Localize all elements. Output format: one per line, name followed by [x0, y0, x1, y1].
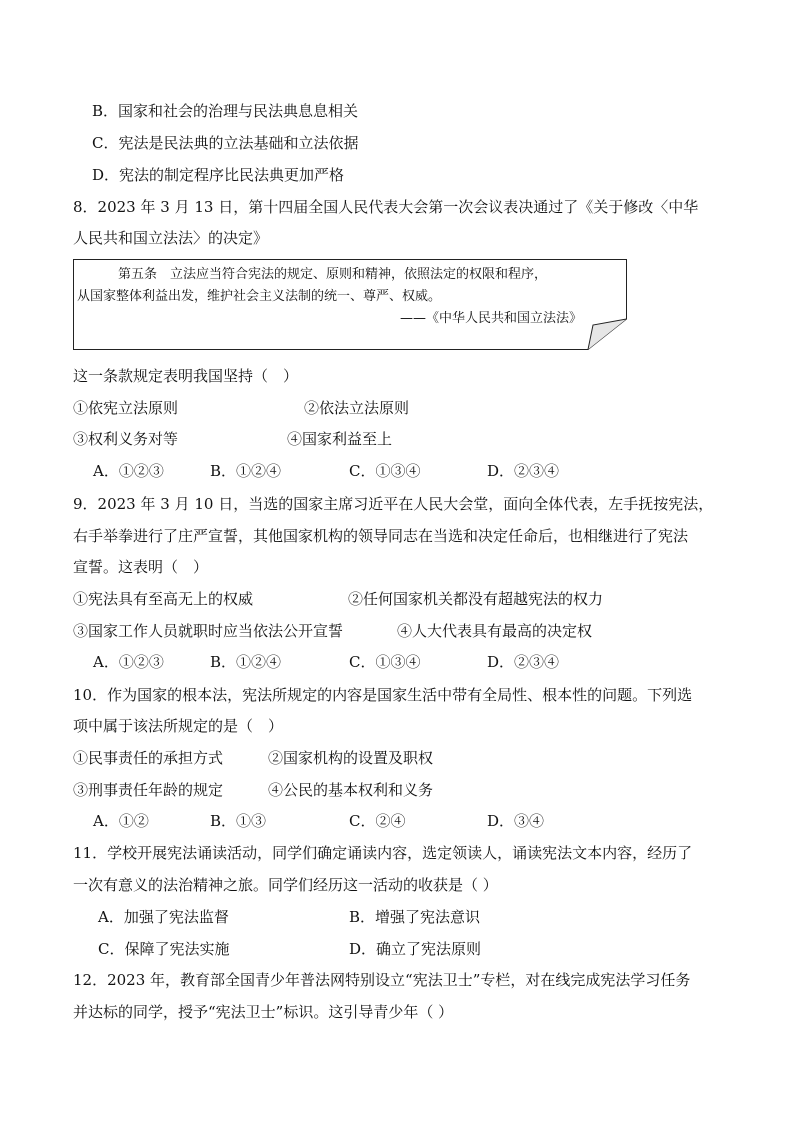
quote-source: ——《中华人民共和国立法法》	[400, 311, 583, 326]
q8-stem-line1: 8．2023 年 3 月 13 日，第十四届全国人民代表大会第一次会议表决通过了《关于修改〈中华	[73, 198, 699, 216]
q8-option-b[interactable]: B．①②④	[210, 462, 282, 480]
q10-item1: ①民事责任的承担方式	[73, 749, 224, 767]
q9-item4: ④人大代表具有最高的决定权	[397, 622, 593, 640]
q8-option-c[interactable]: C．①③④	[349, 462, 421, 480]
quote-line1: 第五条 立法应当符合宪法的规定、原则和精神，依照法定的权限和程序，	[118, 267, 548, 282]
law-quote-box	[73, 259, 627, 350]
q8-option-a[interactable]: A．①②③	[93, 462, 164, 480]
quote-line2: 从国家整体利益出发，维护社会主义法制的统一、尊严、权威。	[77, 289, 442, 304]
q9-option-a[interactable]: A．①②③	[93, 653, 164, 671]
q9-option-c[interactable]: C．①③④	[349, 653, 421, 671]
q9-stem-line1: 9．2023 年 3 月 10 日，当选的国家主席习近平在人民大会堂，面向全体代表，左手抚按宪法，	[73, 495, 714, 513]
q11-option-c[interactable]: C．保障了宪法实施	[98, 940, 230, 958]
q7-option-c[interactable]: C．宪法是民法典的立法基础和立法依据	[92, 134, 359, 152]
q10-option-c[interactable]: C．②④	[349, 812, 406, 830]
q10-item2: ②国家机构的设置及职权	[268, 749, 434, 767]
q10-option-a[interactable]: A．①②	[93, 812, 149, 830]
q8-question: 这一条款规定表明我国坚持（ ）	[73, 367, 299, 385]
q12-stem-line1: 12．2023 年，教育部全国青少年普法网特别设立“宪法卫士”专栏，对在线完成宪法学习任务	[73, 971, 691, 989]
q8-item3: ③权利义务对等	[73, 430, 179, 448]
q12-stem-line2: 并达标的同学，授予“宪法卫士”标识。这引导青少年（ ）	[73, 1003, 454, 1021]
q9-stem-line3: 宣誓。这表明（ ）	[73, 558, 209, 576]
q10-stem-line2: 项中属于该法所规定的是（ ）	[73, 717, 284, 735]
q8-option-d[interactable]: D．②③④	[487, 462, 560, 480]
q10-option-b[interactable]: B．①③	[210, 812, 267, 830]
q7-option-b[interactable]: B．国家和社会的治理与民法典息息相关	[92, 102, 359, 120]
q10-option-d[interactable]: D．③④	[487, 812, 545, 830]
q9-item3: ③国家工作人员就职时应当依法公开宣誓	[73, 622, 344, 640]
q7-option-d[interactable]: D．宪法的制定程序比民法典更加严格	[92, 166, 345, 184]
q11-option-b[interactable]: B．增强了宪法意识	[349, 908, 481, 926]
q8-item2: ②依法立法原则	[304, 399, 410, 417]
q11-option-a[interactable]: A．加强了宪法监督	[98, 908, 229, 926]
q10-stem-line1: 10．作为国家的根本法，宪法所规定的内容是国家生活中带有全局性、根本性的问题。下列选	[73, 686, 693, 704]
q9-item2: ②任何国家机关都没有超越宪法的权力	[348, 590, 604, 608]
q11-stem-line2: 一次有意义的法治精神之旅。同学们经历这一活动的收获是（ ）	[73, 876, 498, 894]
q9-item1: ①宪法具有至高无上的权威	[73, 590, 254, 608]
q11-option-d[interactable]: D．确立了宪法原则	[349, 940, 482, 958]
q9-option-d[interactable]: D．②③④	[487, 653, 560, 671]
q8-stem-line2: 人民共和国立法法〉的决定》	[73, 229, 269, 247]
q9-option-b[interactable]: B．①②④	[210, 653, 282, 671]
q8-item4: ④国家利益至上	[287, 430, 393, 448]
q9-stem-line2: 右手举拳进行了庄严宣誓，其他国家机构的领导同志在当选和决定任命后，也相继进行了宪法	[73, 527, 689, 545]
q10-item4: ④公民的基本权利和义务	[268, 781, 434, 799]
q11-stem-line1: 11．学校开展宪法诵读活动，同学们确定诵读内容，选定领读人，诵读宪法文本内容，经历了	[73, 844, 693, 862]
q10-item3: ③刑事责任年龄的规定	[73, 781, 224, 799]
q8-item1: ①依宪立法原则	[73, 399, 179, 417]
